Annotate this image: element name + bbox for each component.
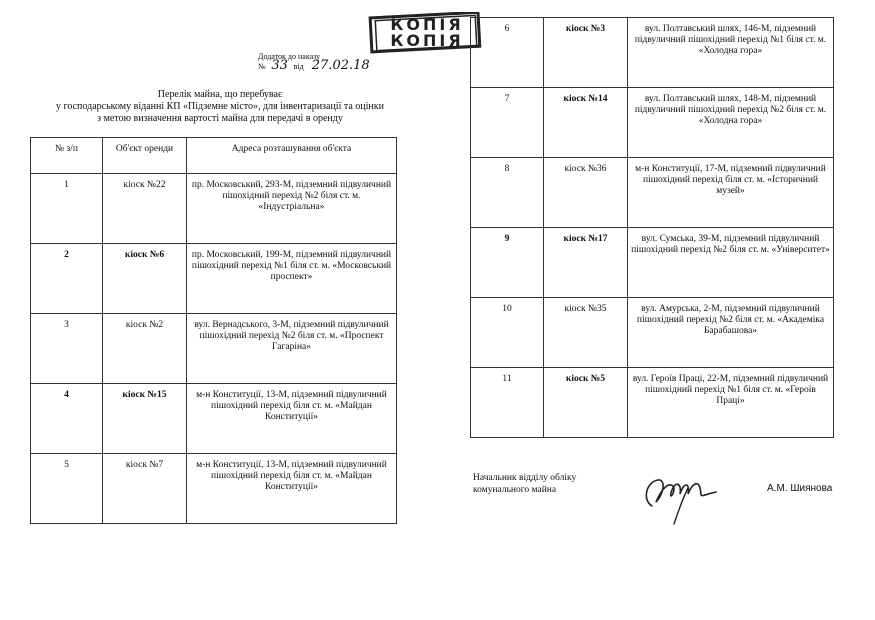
row-address: м-н Конституції, 17-М, підземний підвуличний пішохідний перехід біля ст. м. «Історичний музей» bbox=[628, 158, 834, 228]
row-num: 3 bbox=[31, 314, 103, 384]
order-label: Додаток до наказу bbox=[258, 52, 321, 61]
table-row bbox=[31, 454, 397, 524]
document-heading bbox=[30, 89, 410, 125]
row-num: 2 bbox=[31, 244, 103, 314]
header-num: № з/п bbox=[31, 138, 103, 174]
heading-line-3: з метою визначення вартості майна для передачі в оренду bbox=[97, 113, 343, 124]
row-address: вул. Вернадського, 3-М, підземний підвуличний пішохідний перехід №2 біля ст. м. «Проспект Гагаріна» bbox=[187, 314, 397, 384]
handwritten-signature bbox=[638, 466, 720, 526]
row-address: вул. Полтавський шлях, 146-М, підземний підвуличний пішохідний перехід №1 біля ст. м. «Холодна гора» bbox=[628, 18, 834, 88]
row-object: кіоск №35 bbox=[544, 298, 628, 368]
table-row bbox=[31, 174, 397, 244]
table-row bbox=[471, 368, 834, 438]
row-address: вул. Сумська, 39-М, підземний підвуличний пішохідний перехід №2 біля ст. м. «Університет» bbox=[628, 228, 834, 298]
row-object: кіоск №6 bbox=[103, 244, 187, 314]
row-num: 8 bbox=[471, 158, 544, 228]
row-num: 6 bbox=[471, 18, 544, 88]
row-address: вул. Полтавський шлях, 148-М, підземний підвуличний пішохідний перехід №2 біля ст. м. «Холодна гора» bbox=[628, 88, 834, 158]
row-num: 1 bbox=[31, 174, 103, 244]
table-row bbox=[31, 314, 397, 384]
table-row bbox=[471, 88, 834, 158]
table-row bbox=[31, 384, 397, 454]
row-object: кіоск №3 bbox=[544, 18, 628, 88]
property-table-left bbox=[30, 137, 397, 524]
order-date-prefix: від bbox=[293, 62, 304, 71]
table-row bbox=[31, 244, 397, 314]
row-address: вул. Амурська, 2-М, підземний підвуличний пішохідний перехід №2 біля ст. м. «Академіка Барабашова» bbox=[628, 298, 834, 368]
row-address: м-н Конституції, 13-М, підземний підвуличний пішохідний перехід біля ст. м. «Майдан Конституції» bbox=[187, 384, 397, 454]
signatory-title bbox=[473, 472, 576, 496]
row-num: 11 bbox=[471, 368, 544, 438]
row-num: 10 bbox=[471, 298, 544, 368]
table-row bbox=[471, 18, 834, 88]
row-address: пр. Московський, 199-М, підземний підвуличний пішохідний перехід №1 біля ст. м. «Московський проспект» bbox=[187, 244, 397, 314]
row-object: кіоск №17 bbox=[544, 228, 628, 298]
row-object: кіоск №36 bbox=[544, 158, 628, 228]
row-address: вул. Героїв Праці, 22-М, підземний підвуличний пішохідний перехід №1 біля ст. м. «Героїв Праці» bbox=[628, 368, 834, 438]
order-date: 27.02.18 bbox=[311, 58, 370, 73]
row-object: кіоск №5 bbox=[544, 368, 628, 438]
stamp-text-repeat: КОПІЯ bbox=[390, 31, 464, 50]
row-num: 4 bbox=[31, 384, 103, 454]
signatory-title-line-1: Начальник відділу обліку bbox=[473, 473, 577, 483]
order-number: 33 bbox=[271, 58, 288, 73]
heading-line-2: у господарському віданні КП «Підземне місто», для інвентаризації та оцінки bbox=[56, 101, 384, 112]
table-row bbox=[471, 158, 834, 228]
row-address: м-н Конституції, 13-М, підземний підвуличний пішохідний перехід біля ст. м. «Майдан Конституції» bbox=[187, 454, 397, 524]
row-num: 7 bbox=[471, 88, 544, 158]
header-address: Адреса розташування об'єкта bbox=[187, 138, 397, 174]
copy-stamp bbox=[368, 12, 486, 54]
row-object: кіоск №2 bbox=[103, 314, 187, 384]
heading-line-1: Перелік майна, що перебуває bbox=[157, 89, 283, 100]
signatory-title-line-2: комунального майна bbox=[473, 485, 557, 495]
row-address: пр. Московський, 293-М, підземний підвуличний пішохідний перехід №2 біля ст. м. «Індустріальна» bbox=[187, 174, 397, 244]
row-object: кіоск №14 bbox=[544, 88, 628, 158]
row-num: 9 bbox=[471, 228, 544, 298]
row-object: кіоск №15 bbox=[103, 384, 187, 454]
row-object: кіоск №22 bbox=[103, 174, 187, 244]
stamp-text: КОПІЯ bbox=[390, 15, 464, 34]
property-table-right bbox=[470, 17, 834, 438]
row-object: кіоск №7 bbox=[103, 454, 187, 524]
table-row bbox=[471, 298, 834, 368]
row-num: 5 bbox=[31, 454, 103, 524]
order-number-prefix: № bbox=[258, 62, 266, 71]
table-row bbox=[471, 228, 834, 298]
header-object: Об'єкт оренди bbox=[103, 138, 187, 174]
signatory-name: А.М. Шиянова bbox=[767, 483, 833, 494]
order-reference bbox=[258, 52, 376, 71]
